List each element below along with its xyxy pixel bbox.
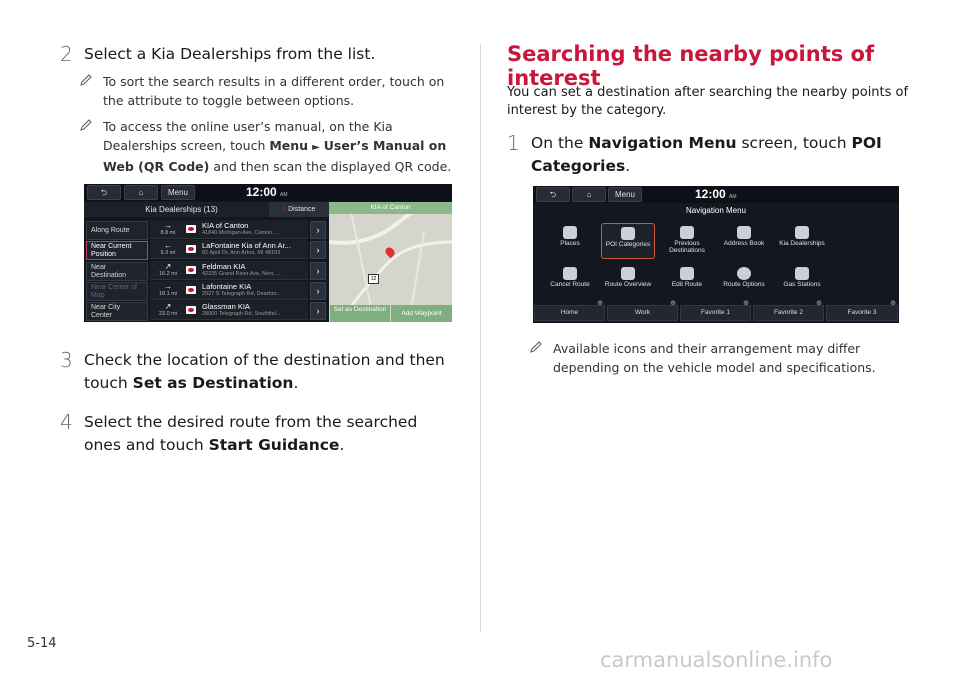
kia-dealerships-screen	[84, 184, 452, 322]
plus-icon: ⊕	[597, 300, 603, 307]
direction-arrow-icon: →	[164, 221, 172, 230]
cancel-route-icon	[563, 267, 577, 280]
poi-categories-term: POI Categories	[531, 134, 882, 175]
section-heading: Searching the nearby points of interest	[507, 42, 875, 90]
clock-ampm: AM	[280, 192, 288, 198]
result-details-button[interactable]	[310, 262, 326, 280]
step-2	[60, 43, 460, 67]
step-text-post: .	[293, 374, 299, 392]
result-name: LaFontaine Kia of Ann Ar...	[202, 241, 291, 250]
clock	[246, 185, 288, 199]
plus-icon: ⊕	[743, 300, 749, 307]
result-distance: 9.3 mi	[160, 250, 176, 256]
direction-arrow-icon: ↗	[164, 262, 172, 271]
favorite-2-button[interactable]	[753, 300, 824, 321]
result-name: Glassman KIA	[202, 302, 250, 311]
home-button[interactable]	[124, 185, 158, 200]
note-sort	[79, 72, 459, 112]
route-options-icon	[737, 267, 751, 280]
direction-arrow-icon: ↗	[164, 302, 172, 311]
favorite-label: Work	[634, 309, 651, 316]
route-overview-icon	[621, 267, 635, 280]
direction-arrow-icon: →	[164, 282, 172, 291]
step-text: Select a Kia Dealerships from the list.	[84, 45, 376, 63]
step-text	[531, 132, 921, 178]
sort-label: Distance	[288, 206, 316, 213]
step-text-pre: Check the location of the destination and then touch	[84, 351, 445, 392]
road-sign: 12	[368, 274, 379, 284]
favorite-label: Home	[560, 309, 579, 316]
gas-station-icon	[795, 267, 809, 280]
kia-logo-icon	[186, 245, 196, 253]
intro-text: You can set a destination after searching the nearby points of interest by the category.	[507, 85, 909, 118]
result-row[interactable]	[150, 261, 308, 280]
note-text: To sort the search results in a different order, touch on the attribute to toggle between options.	[103, 74, 445, 108]
places-button[interactable]	[543, 223, 597, 259]
route-overview-button[interactable]	[601, 264, 655, 300]
favorite-3-button[interactable]	[826, 300, 898, 321]
kia-logo-icon	[186, 286, 196, 294]
address-book-icon	[737, 226, 751, 239]
plus-icon: ⊕	[670, 300, 676, 307]
result-details-button[interactable]	[310, 241, 326, 259]
result-details-button[interactable]	[310, 221, 326, 239]
pencil-note-icon	[529, 340, 543, 354]
step-text	[84, 349, 454, 395]
icon-label: Previous Destinations	[669, 240, 705, 254]
icon-label: POI Categories	[605, 241, 651, 248]
page-number: 5-14	[27, 636, 57, 651]
chevron-right-icon: ›	[316, 245, 320, 255]
cancel-route-button[interactable]	[543, 264, 597, 300]
menu-button[interactable]: Menu	[608, 187, 642, 202]
menu-button[interactable]: Menu	[161, 185, 195, 200]
step-number: 3	[60, 348, 73, 372]
kia-logo-icon	[186, 225, 196, 233]
back-button[interactable]: ⮌	[87, 185, 121, 200]
pencil-note-icon	[79, 73, 93, 87]
menu-title: Navigation Menu	[685, 206, 747, 215]
step-3	[60, 349, 460, 397]
result-address: 41840 Michigan Ave, Canton, ...	[202, 230, 280, 236]
step-text-mid: screen, touch	[736, 134, 852, 152]
step-text	[84, 411, 454, 457]
arrow-icon: ►	[312, 142, 320, 153]
step-number: 1	[507, 131, 520, 155]
list-title-text: Kia Dealerships (13)	[145, 205, 218, 214]
filter-near-current-position[interactable]: Near Current Position	[86, 241, 148, 260]
result-name: KIA of Canton	[202, 221, 249, 230]
result-details-button[interactable]	[310, 282, 326, 300]
direction-arrow-icon: ←	[164, 241, 172, 250]
note-text: Available icons and their arrangement may differ depending on the vehicle model and specifications.	[553, 341, 876, 375]
step-text-post: .	[625, 157, 631, 175]
previous-destinations-button[interactable]	[659, 223, 715, 259]
poi-categories-button[interactable]	[601, 223, 655, 259]
step-number: 4	[60, 410, 73, 434]
filter-near-city-center[interactable]: Near City Center	[86, 302, 148, 321]
step-number: 2	[60, 42, 73, 66]
back-button[interactable]: ⮌	[536, 187, 570, 202]
add-waypoint-button[interactable]: Add Waypoint	[391, 305, 452, 322]
step-4	[60, 411, 460, 459]
filter-near-center-of-map[interactable]: Near Center of Map	[86, 282, 148, 301]
filter-along-route[interactable]: Along Route	[86, 221, 148, 240]
icon-label: Edit Route	[671, 281, 703, 288]
step-text-pre: Select the desired route from the searched ones and touch	[84, 413, 418, 454]
result-row[interactable]	[150, 220, 308, 239]
result-address: 42235 Grand River Ave, Novi, ...	[202, 271, 281, 277]
icon-label: Gas Stations	[783, 281, 821, 288]
edit-route-button[interactable]	[659, 264, 715, 300]
edit-route-icon	[680, 267, 694, 280]
result-distance: 23.0 mi	[158, 311, 178, 317]
note-text-post: and then scan the displayed QR code.	[209, 159, 452, 174]
step-text-post: .	[339, 436, 345, 454]
kia-dealerships-button[interactable]	[775, 223, 829, 259]
kia-logo-icon	[186, 306, 196, 314]
map-title: KIA of Canton	[329, 202, 452, 214]
chevron-right-icon: ›	[316, 225, 320, 235]
favorite-label: Favorite 2	[774, 309, 803, 316]
chevron-right-icon: ›	[316, 266, 320, 276]
clock-time: 12:00	[246, 185, 277, 199]
menu-term: Menu	[269, 138, 309, 153]
result-address: 2027 S Telegraph Rd, Dearbor...	[202, 291, 281, 297]
note-manual	[79, 117, 459, 177]
result-name: Lafontaine KIA	[202, 282, 252, 291]
favorite-label: Favorite 1	[701, 309, 730, 316]
clock-ampm: AM	[729, 194, 737, 200]
icon-label: Places	[560, 240, 580, 247]
result-distance: 18.1 mi	[158, 291, 178, 297]
places-icon	[563, 226, 577, 239]
home-button[interactable]	[572, 187, 606, 202]
icon-label: Route Options	[723, 281, 765, 288]
favorite-label: Favorite 3	[847, 309, 877, 316]
result-distance: 16.2 mi	[158, 271, 178, 277]
start-guidance-term: Start Guidance	[208, 436, 340, 454]
note-icons	[529, 339, 909, 379]
kia-dealerships-icon	[795, 226, 809, 239]
navigation-menu-screen	[533, 186, 899, 323]
result-address: 82 April Dr, Ann Arbor, MI 48103	[202, 250, 281, 256]
icon-label: Route Overview	[604, 281, 652, 288]
sort-distance-button[interactable]	[269, 202, 329, 217]
pencil-note-icon	[79, 118, 93, 132]
note-text	[103, 117, 455, 176]
filter-near-destination[interactable]: Near Destination	[86, 262, 148, 281]
plus-icon: ⊕	[890, 300, 896, 307]
result-address: 28000 Telegraph Rd, Southfiel...	[202, 311, 281, 317]
set-as-destination-term: Set as Destination	[132, 374, 294, 392]
home-icon: ⌂	[586, 190, 592, 199]
plus-icon: ⊕	[816, 300, 822, 307]
sort-icon: ↕	[282, 206, 287, 213]
icon-label: Cancel Route	[550, 281, 590, 288]
chevron-right-icon: ›	[316, 286, 320, 296]
result-name: Feldman KIA	[202, 262, 246, 271]
favorite-1-button[interactable]	[680, 300, 751, 321]
watermark: carmanualsonline.info	[600, 648, 833, 672]
route-options-button[interactable]	[717, 264, 771, 300]
icon-label: Kia Dealerships	[779, 240, 825, 247]
favorite-work-button[interactable]	[607, 300, 678, 321]
clock	[695, 187, 737, 201]
result-details-button[interactable]	[310, 302, 326, 320]
icon-label: Address Book	[723, 240, 765, 247]
gas-stations-button[interactable]	[775, 264, 829, 300]
manual-term: User’s Manual on Web (QR Code)	[103, 138, 447, 174]
result-distance: 8.8 mi	[160, 230, 176, 236]
step-1	[507, 132, 927, 180]
navigation-menu-term: Navigation Menu	[588, 134, 737, 152]
map-roads	[329, 202, 452, 322]
poi-categories-icon	[621, 227, 635, 240]
step-text-pre: On the	[531, 134, 589, 152]
address-book-button[interactable]	[717, 223, 771, 259]
kia-logo-icon	[186, 266, 196, 274]
previous-destinations-icon	[680, 226, 694, 239]
result-row[interactable]	[150, 240, 308, 259]
note-text-pre: To access the online user’s manual, on the Kia Dealerships screen, touch	[103, 119, 393, 153]
column-divider	[480, 44, 481, 632]
favorite-home-button[interactable]	[534, 300, 605, 321]
result-row[interactable]	[150, 281, 308, 300]
map-preview[interactable]	[329, 202, 452, 322]
set-as-destination-button[interactable]: Set as Destination	[330, 305, 390, 322]
home-icon: ⌂	[138, 188, 144, 197]
clock-time: 12:00	[695, 187, 726, 201]
result-row[interactable]	[150, 301, 308, 320]
chevron-right-icon: ›	[316, 306, 320, 316]
